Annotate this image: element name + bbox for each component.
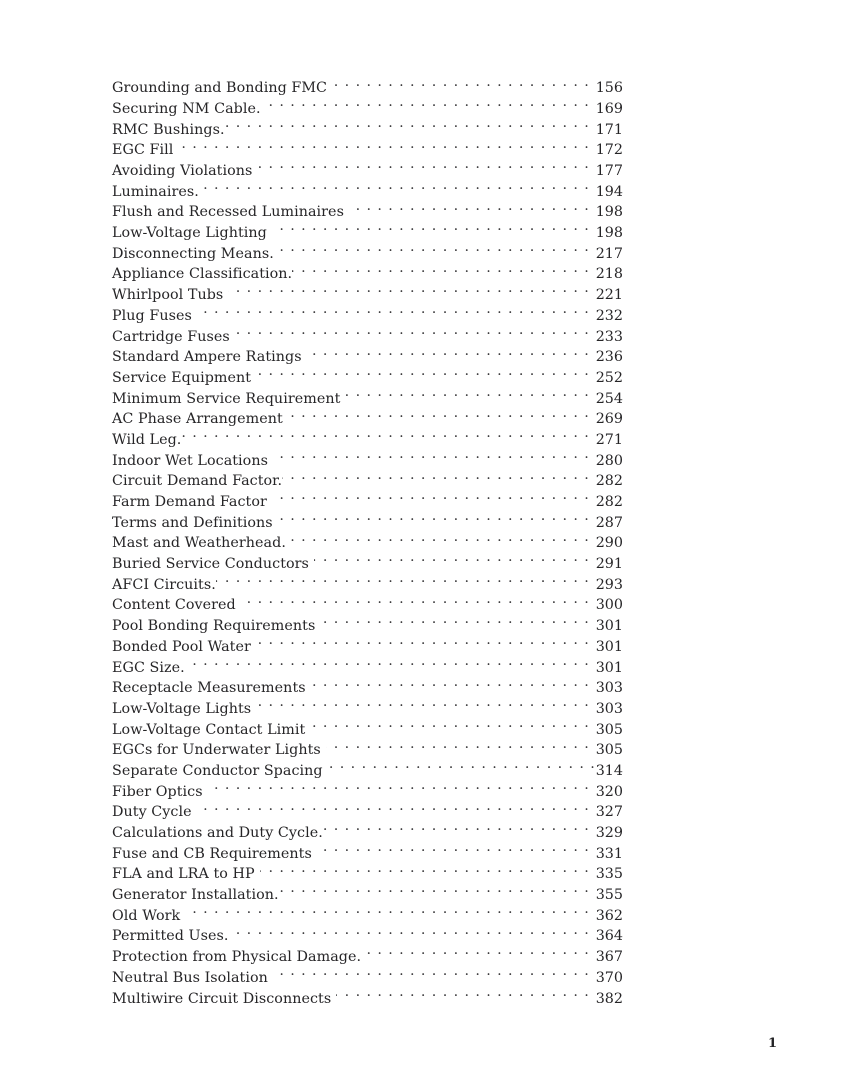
toc-entry-title: Low-Voltage Lights [112, 700, 252, 717]
toc-entry[interactable] [112, 885, 623, 906]
toc-entry-page-number: 301 [595, 659, 623, 676]
toc-entry[interactable] [112, 119, 623, 140]
toc-entry-page-number: 305 [595, 721, 623, 738]
toc-entry[interactable] [112, 471, 623, 492]
toc-dot-leader [260, 864, 590, 878]
toc-dot-leader [279, 885, 590, 899]
toc-dot-leader [310, 719, 589, 733]
toc-entry-title: Avoiding Violations [112, 163, 253, 180]
toc-entry-title: Standard Ampere Ratings [112, 349, 302, 366]
toc-dot-leader [235, 326, 590, 340]
toc-entry[interactable] [112, 699, 623, 720]
toc-entry-title: Service Equipment [112, 369, 252, 386]
toc-entry-page-number: 362 [595, 907, 623, 924]
toc-entry[interactable] [112, 988, 623, 1009]
toc-entry[interactable] [112, 492, 623, 513]
toc-entry[interactable] [112, 181, 623, 202]
toc-entry-title: Low-Voltage Lighting [112, 225, 267, 242]
page-number-folio: 1 [767, 1036, 777, 1051]
toc-entry[interactable] [112, 637, 623, 658]
toc-entry-title: Grounding and Bonding FMC [112, 80, 328, 97]
toc-entry-page-number: 303 [595, 700, 623, 717]
toc-dot-leader [349, 202, 590, 216]
toc-entry-page-number: 303 [595, 680, 623, 697]
toc-entry-title: Minimum Service Requirement [112, 390, 341, 407]
toc-entry[interactable] [112, 968, 623, 989]
toc-dot-leader [197, 306, 590, 320]
toc-entry-page-number: 382 [595, 990, 623, 1007]
toc-entry-page-number: 282 [595, 494, 623, 511]
toc-dot-leader [272, 492, 590, 506]
toc-entry-title: RMC Bushings. [112, 121, 225, 138]
toc-entry-page-number: 233 [595, 328, 623, 345]
toc-entry[interactable] [112, 285, 623, 306]
toc-dot-leader [320, 616, 589, 630]
toc-entry[interactable] [112, 906, 623, 927]
toc-entry-page-number: 301 [595, 618, 623, 635]
toc-dot-leader [197, 802, 590, 816]
toc-entry[interactable] [112, 430, 623, 451]
toc-entry-title: AC Phase Arrangement [112, 411, 283, 428]
toc-dot-leader [261, 99, 590, 113]
toc-entry-title: Content Covered [112, 597, 236, 614]
toc-entry-page-number: 252 [595, 369, 623, 386]
toc-entry-page-number: 320 [595, 783, 623, 800]
toc-entry[interactable] [112, 554, 623, 575]
toc-entry-page-number: 291 [595, 556, 623, 573]
toc-entry[interactable] [112, 306, 623, 327]
toc-entry-page-number: 335 [595, 866, 623, 883]
toc-dot-leader [332, 78, 590, 92]
toc-entry-title: Calculations and Duty Cycle. [112, 825, 323, 842]
toc-entry-title: Securing NM Cable. [112, 100, 261, 117]
toc-entry-title: Pool Bonding Requirements [112, 618, 316, 635]
toc-entry[interactable] [112, 781, 623, 802]
toc-dot-leader [274, 244, 590, 258]
toc-dot-leader [257, 161, 589, 175]
toc-entry-page-number: 314 [595, 762, 623, 779]
toc-entry-title: Receptacle Measurements [112, 680, 306, 697]
toc-entry-title: Wild Leg. [112, 431, 182, 448]
toc-entry-title: Fuse and CB Requirements [112, 845, 312, 862]
toc-entry-title: EGCs for Underwater Lights [112, 742, 321, 759]
toc-dot-leader [178, 140, 589, 154]
toc-entry-page-number: 327 [595, 804, 623, 821]
toc-dot-leader [361, 947, 590, 961]
toc-dot-leader [288, 409, 590, 423]
toc-entry[interactable] [112, 719, 623, 740]
toc-entry[interactable] [112, 347, 623, 368]
toc-entry-page-number: 156 [595, 80, 623, 97]
toc-entry-page-number: 355 [595, 887, 623, 904]
toc-entry[interactable] [112, 78, 623, 99]
toc-dot-leader [311, 678, 590, 692]
toc-entry-page-number: 172 [595, 142, 623, 159]
toc-entry-title: Cartridge Fuses [112, 328, 230, 345]
toc-entry-page-number: 254 [595, 390, 623, 407]
toc-entry[interactable] [112, 409, 623, 430]
toc-entry[interactable] [112, 388, 623, 409]
toc-entry-title: Indoor Wet Locations [112, 452, 268, 469]
toc-entry-title: Neutral Bus Isolation [112, 969, 268, 986]
toc-entry[interactable] [112, 678, 623, 699]
toc-entry-title: AFCI Circuits. [112, 576, 216, 593]
toc-entry-page-number: 370 [595, 969, 623, 986]
toc-dot-leader [278, 512, 590, 526]
toc-dot-leader [286, 533, 590, 547]
toc-dot-leader [185, 657, 590, 671]
toc-entry[interactable] [112, 616, 623, 637]
toc-entry-page-number: 300 [595, 597, 623, 614]
toc-entry[interactable] [112, 450, 623, 471]
toc-entry-page-number: 169 [595, 100, 623, 117]
toc-entry-title: Circuit Demand Factor. [112, 473, 283, 490]
toc-entry[interactable] [112, 843, 623, 864]
toc-entry-page-number: 293 [595, 576, 623, 593]
toc-entry[interactable] [112, 223, 623, 244]
toc-entry-title: Appliance Classification. [112, 266, 293, 283]
toc-dot-leader [282, 471, 590, 485]
toc-entry[interactable] [112, 161, 623, 182]
toc-entry-page-number: 171 [595, 121, 623, 138]
toc-entry-page-number: 194 [595, 183, 623, 200]
toc-dot-leader [185, 906, 589, 920]
toc-entry-title: Flush and Recessed Luminaires [112, 204, 344, 221]
toc-entry-title: Bonded Pool Water [112, 638, 251, 655]
toc-entry-page-number: 177 [595, 163, 623, 180]
toc-entry-title: Fiber Optics [112, 783, 203, 800]
toc-entry-title: Plug Fuses [112, 307, 192, 324]
toc-dot-leader [307, 347, 590, 361]
toc-entry[interactable] [112, 244, 623, 265]
toc-entry-page-number: 301 [595, 638, 623, 655]
toc-dot-leader [216, 575, 590, 589]
toc-entry-page-number: 198 [595, 225, 623, 242]
toc-entry-page-number: 236 [595, 349, 623, 366]
toc-entry-page-number: 367 [595, 949, 623, 966]
toc-entry-page-number: 287 [595, 514, 623, 531]
table-of-contents-list [112, 78, 623, 1009]
toc-entry[interactable] [112, 575, 623, 596]
toc-entry-page-number: 305 [595, 742, 623, 759]
toc-dot-leader [229, 926, 590, 940]
toc-dot-leader [292, 264, 590, 278]
toc-entry[interactable] [112, 99, 623, 120]
toc-entry-title: Buried Service Conductors [112, 556, 309, 573]
toc-entry-page-number: 218 [595, 266, 623, 283]
toc-entry-title: Protection from Physical Damage. [112, 949, 362, 966]
toc-dot-leader [272, 223, 590, 237]
toc-entry-title: Terms and Definitions [112, 514, 273, 531]
toc-entry-page-number: 217 [595, 245, 623, 262]
toc-dot-leader [273, 968, 590, 982]
toc-entry-page-number: 331 [595, 845, 623, 862]
toc-entry[interactable] [112, 595, 623, 616]
toc-entry[interactable] [112, 823, 623, 844]
toc-entry[interactable] [112, 140, 623, 161]
toc-entry-title: Farm Demand Factor [112, 494, 267, 511]
toc-entry-page-number: 232 [595, 307, 623, 324]
toc-entry-title: Luminaires. [112, 183, 199, 200]
toc-entry[interactable] [112, 326, 623, 347]
toc-entry[interactable] [112, 761, 623, 782]
toc-dot-leader [228, 285, 589, 299]
toc-entry-page-number: 221 [595, 287, 623, 304]
toc-entry-title: Old Work [112, 907, 181, 924]
toc-entry[interactable] [112, 864, 623, 885]
toc-dot-leader [326, 740, 590, 754]
toc-dot-leader [256, 699, 590, 713]
toc-entry-page-number: 290 [595, 535, 623, 552]
toc-dot-leader [208, 781, 590, 795]
toc-entry-title: Duty Cycle [112, 804, 192, 821]
toc-entry-page-number: 280 [595, 452, 623, 469]
toc-dot-leader [317, 843, 590, 857]
toc-dot-leader [345, 388, 589, 402]
toc-entry[interactable] [112, 368, 623, 389]
toc-dot-leader [323, 823, 590, 837]
toc-dot-leader [256, 637, 590, 651]
toc-dot-leader [256, 368, 590, 382]
toc-entry[interactable] [112, 926, 623, 947]
toc-entry-page-number: 271 [595, 431, 623, 448]
toc-entry-title: Permitted Uses. [112, 928, 229, 945]
toc-dot-leader [328, 761, 596, 775]
toc-entry[interactable] [112, 202, 623, 223]
toc-dot-leader [336, 988, 589, 1002]
toc-entry[interactable] [112, 947, 623, 968]
toc-entry[interactable] [112, 533, 623, 554]
toc-entry-title: EGC Fill [112, 142, 174, 159]
toc-dot-leader [314, 554, 590, 568]
toc-entry[interactable] [112, 264, 623, 285]
toc-entry-page-number: 269 [595, 411, 623, 428]
toc-dot-leader [181, 430, 589, 444]
toc-entry-title: Mast and Weatherhead. [112, 535, 286, 552]
toc-entry-page-number: 282 [595, 473, 623, 490]
toc-entry-title: Generator Installation. [112, 887, 279, 904]
toc-entry[interactable] [112, 512, 623, 533]
toc-entry[interactable] [112, 802, 623, 823]
toc-dot-leader [225, 119, 590, 133]
toc-entry-page-number: 198 [595, 204, 623, 221]
toc-entry[interactable] [112, 657, 623, 678]
toc-entry-title: FLA and LRA to HP [112, 866, 255, 883]
toc-entry-title: EGC Size. [112, 659, 185, 676]
toc-dot-leader [273, 450, 590, 464]
toc-entry-title: Disconnecting Means. [112, 245, 274, 262]
toc-entry[interactable] [112, 740, 623, 761]
toc-entry-title: Multiwire Circuit Disconnects [112, 990, 332, 1007]
toc-dot-leader [241, 595, 590, 609]
toc-entry-title: Separate Conductor Spacing [112, 762, 323, 779]
toc-entry-page-number: 364 [595, 928, 623, 945]
toc-entry-title: Whirlpool Tubs [112, 287, 224, 304]
toc-entry-title: Low-Voltage Contact Limit [112, 721, 306, 738]
toc-dot-leader [199, 181, 590, 195]
toc-entry-page-number: 329 [595, 825, 623, 842]
